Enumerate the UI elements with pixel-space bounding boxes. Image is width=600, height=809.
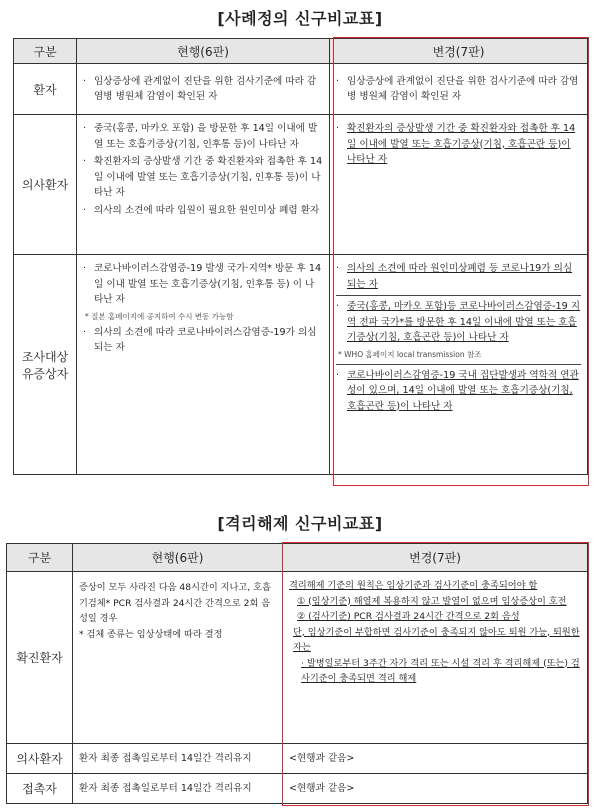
list-item: 의사의 소견에 따라 코로나바이러스감염증-19가 의심되는 자 (94, 326, 317, 353)
list-item: 코로나바이러스감염증-19 발생 국가·지역* 방문 후 14일 이내 발열 또는 호흡기증상(기침, 인후통 등) 이 나타난 자 (94, 263, 322, 305)
header-current: 현행(6판) (73, 544, 283, 572)
confirmed-current-text: 증상이 모두 사라진 다음 48시간이 지나고, 호흡기검체* PCR 검사결과 24시간 간격으로 2회 음성일 경우 (79, 582, 271, 624)
header-current: 현행(6판) (77, 39, 330, 64)
suspected-current-text: 환자 최종 접촉일로부터 14일간 격리유지 (73, 744, 283, 774)
quarantine-release-title: [격리해제 신구비교표] (217, 514, 383, 533)
header-category: 구분 (7, 544, 73, 572)
divider (336, 364, 581, 365)
changed-line: 격리해제 기준의 원칙은 임상기준과 검사기준이 충족되어야 함 (289, 580, 538, 591)
changed-line: 단, 임상기준이 부합하면 검사기준이 충족되지 않아도 퇴원 가능, 퇴원한 자는 (293, 626, 580, 653)
header-changed: 변경(7판) (330, 39, 588, 64)
quarantine-release-table (6, 543, 588, 804)
suspected-changed-text: <현행과 같음> (283, 744, 588, 774)
list-item: 확진환자의 증상발생 기간 중 확진환자와 접촉한 후 14일 이내에 발열 또는 호흡기증상(기침, 인후통 등)이 나타난 자 (94, 156, 323, 198)
patient-changed-text: 임상증상에 관계없이 진단을 위한 검사기준에 따라 감염병 병원체 감염이 확인된 자 (347, 75, 579, 102)
case-definition-table (13, 38, 588, 475)
list-item: 중국(홍콩, 마카오 포함)등 코로나바이러스감염증-19 지역 전파 국가*를 방문한 후 14일 이내에 발열 또는 호흡기증상(기침, 호흡곤란 등)이 나타난 자 (347, 301, 581, 343)
table-row (7, 774, 588, 804)
suspected-current-cell: · 중국(홍콩, 마카오 포함) 을 방문한 후 14일 이내에 발열 또는 호흡기증상(기침, 인후통 등)이 나타난 자 · 확진환자의 증상발생 기간 중 확진환자와 접촉한 후 14일 이내에 발열 또는 호흡기증상(기침, 인후통 등)이 나타난 자 · 의사의 소견에 따라 입원이 필요한 원인미상 폐렴 환자 (77, 115, 330, 255)
contact-current-text: 환자 최종 접촉일로부터 14일간 격리유지 (73, 774, 283, 804)
table-row (7, 572, 588, 744)
footnote: * 검체 종류는 임상상태에 따라 결정 (79, 628, 223, 640)
changed-line: ① (임상기준) 해열제 복용하지 않고 발열이 없으며 임상증상이 호전 (297, 595, 567, 607)
table-row (7, 744, 588, 774)
list-item: 코로나바이러스감염증-19 국내 집단발생과 역학적 연관성이 있으며, 14일 이내에 발열 또는 호흡기증상(기침, 호흡곤란 등)이 나타난 자 (347, 369, 579, 412)
header-row (7, 544, 588, 572)
row-category-investigation: 조사대상 유증상자 (14, 255, 77, 475)
patient-changed-cell: · 임상증상에 관계없이 진단을 위한 검사기준에 따라 감염병 병원체 감염이 확인된 자 (330, 64, 588, 115)
patient-current-text: 임상증상에 관계없이 진단을 위한 검사기준에 따라 감염병 병원체 감염이 확인된 자 (94, 75, 317, 102)
row-category-contact: 접촉자 (7, 774, 73, 804)
header-category: 구분 (14, 39, 77, 64)
contact-changed-text: <현행과 같음> (283, 774, 588, 804)
table-row (14, 255, 588, 475)
list-item: 의사의 소견에 따라 입원이 필요한 원인미상 폐렴 환자 (94, 204, 320, 216)
case-definition-title: [사례정의 신구비교표] (217, 9, 383, 28)
suspected-changed-cell: · 확진환자의 증상발생 기간 중 확진환자와 접촉한 후 14일 이내에 발열 또는 호흡기증상(기침, 호흡곤란 등)이 나타난 자 (330, 115, 588, 255)
row-category-patient: 환자 (14, 64, 77, 115)
footnote: * 질본 홈페이지에 공지하여 수시 변동 가능함 (85, 311, 234, 321)
confirmed-changed-cell (283, 572, 588, 744)
header-row (14, 39, 588, 64)
row-category-suspected: 의사환자 (7, 744, 73, 774)
row-category-confirmed: 확진환자 (7, 572, 73, 744)
changed-line: ② (검사기준) PCR 검사결과 24시간 간격으로 2회 음성 (297, 611, 520, 622)
list-item: 중국(홍콩, 마카오 포함) 을 방문한 후 14일 이내에 발열 또는 호흡기증상(기침, 인후통 등)이 나타난 자 (94, 123, 318, 150)
confirmed-current-cell (73, 572, 283, 744)
row-category-suspected: 의사환자 (14, 115, 77, 255)
footnote: * WHO 홈페이지 local transmission 참조 (338, 349, 482, 359)
divider (336, 295, 581, 296)
header-changed: 변경(7판) (283, 544, 588, 572)
list-item: 확진환자의 증상발생 기간 중 확진환자와 접촉한 후 14일 이내에 발열 또는 호흡기증상(기침, 호흡곤란 등)이 나타난 자 (347, 123, 576, 165)
patient-current-cell: · 임상증상에 관계없이 진단을 위한 검사기준에 따라 감염병 병원체 감염이 확인된 자 (77, 64, 330, 115)
table-row (14, 115, 588, 255)
changed-line: · 발병일로부터 3주간 자가 격리 또는 시설 격리 후 격리해제 (또는) 검사기준이 충족되면 격리 해제 (301, 657, 580, 684)
investigation-changed-cell: · 의사의 소견에 따라 원인미상폐렴 등 코로나19가 의심되는 자 · 중국(홍콩, 마카오 포함)등 코로나바이러스감염증-19 지역 전파 국가*를 방문한 후 14일 이내에 발열 또는 호흡기증상(기침, 호흡곤란 등)이 나타난 자 * WHO 홈페이지 local transmission 참조 · 코로나바이러스감염증-19 국내 집단발생과 역학적 연관성이 있으며, 14일 이내에 발열 또는 호흡기증상(기침, 호흡곤란 등)이 나타난 자 (330, 255, 588, 475)
list-item: 의사의 소견에 따라 원인미상폐렴 등 코로나19가 의심되는 자 (347, 263, 573, 290)
investigation-current-cell: · 코로나바이러스감염증-19 발생 국가·지역* 방문 후 14일 이내 발열 또는 호흡기증상(기침, 인후통 등) 이 나타난 자 * 질본 홈페이지에 공지하여 수시 변동 가능함 · 의사의 소견에 따라 코로나바이러스감염증-19가 의심되는 자 (77, 255, 330, 475)
table-row (14, 64, 588, 115)
